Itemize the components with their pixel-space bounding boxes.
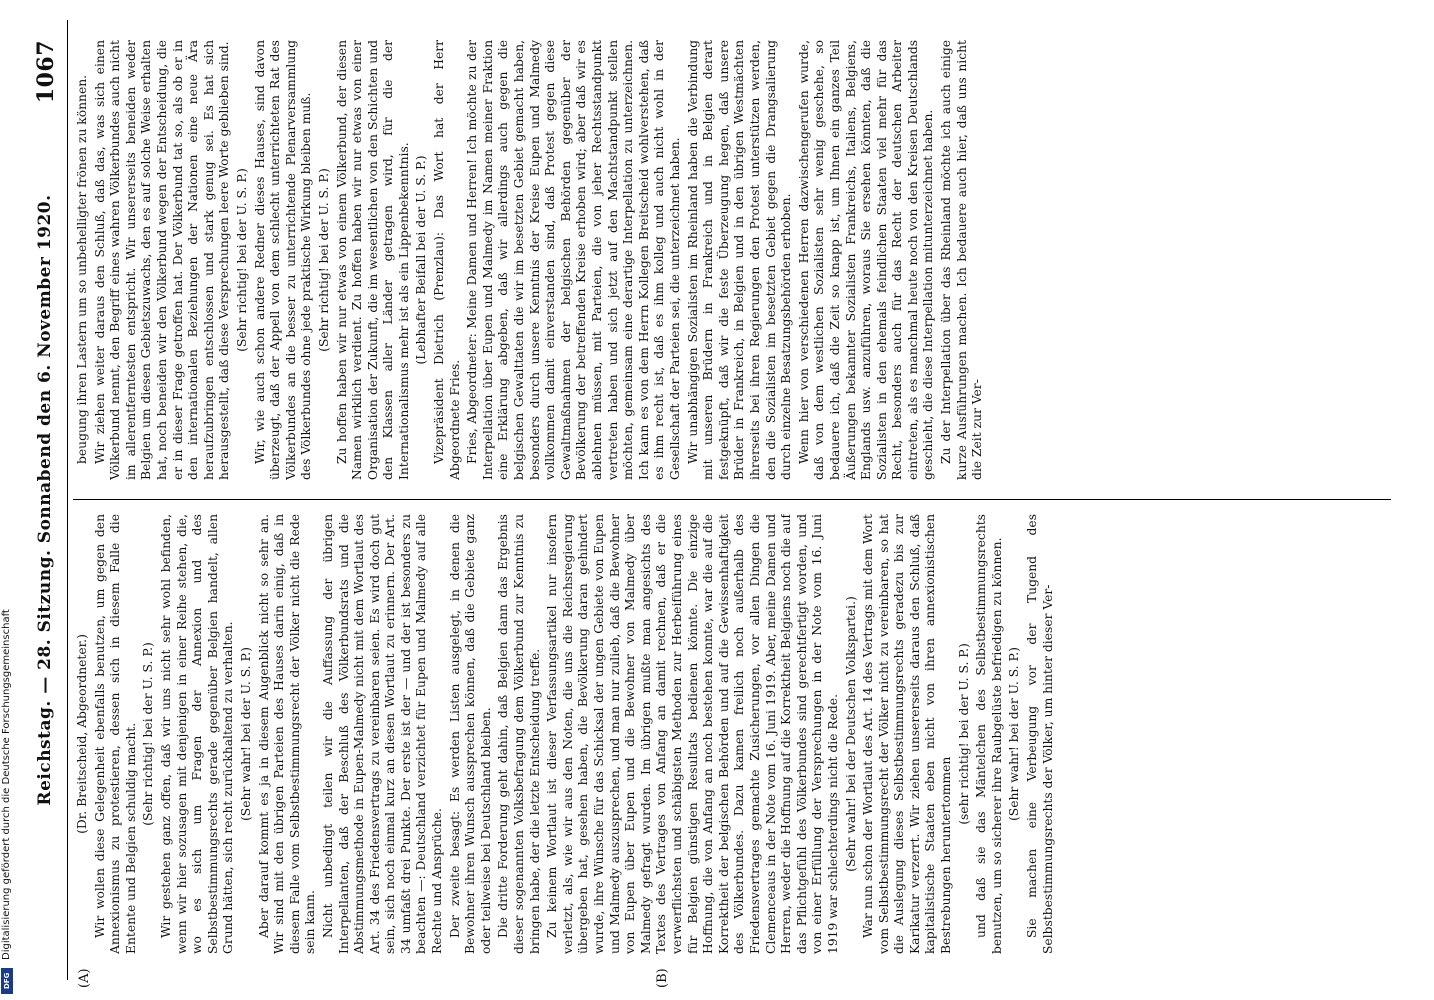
right-column-paragraph: Vizepräsident Dietrich (Prenzlau): Das Wort hat der Herr Abgeordnete Fries. (432, 40, 462, 480)
left-column-paragraph: (Sehr wahr! bei der Deutschen Volkspartei.) (843, 596, 858, 872)
right-column-paragraph: Wir, wie auch schon andere Redner dieses Hauses, sind davon überzeugt, daß der Appell von dem schlecht unterrichteten Rat des Völkerbundes an die besser zu unterrichtende Plenarversammlung des Völkerbundes ohne jede praktische Wirkung bleiben muß. (252, 40, 314, 480)
right-column-paragraph: Zu hoffen haben wir nur etwas von einem Völkerbund, der diesen Namen wirklich verdient. Zu hoffen haben wir nur etwas von einer Organisation der Zukunft, die im wesentlichen von den Schichten und den Klassen aller Länder getragen wird, für die der Internationalismus mehr ist als ein Lippenbekenntnis. (334, 40, 411, 480)
right-column-paragraph: beugung ihren Lastern um so unbehelligter frönen zu können. (75, 74, 89, 464)
right-column-paragraph: Fries, Abgeordneter: Meine Damen und Herren! Ich möchte zu der Interpellation über Eupen und Malmedy im Namen meiner Fraktion eine Erklärung abgeben, daß wir allerdings auch gegen die belgischen Gewalttaten die wir im besetzten Gebiet gemacht haben, besonders durch unsere Kenntnis der Kreise Eupen und Malmedy vollkommen damit einverstanden sind, daß Protest gegen diese Gewaltmaßnahmen der belgischen Behörden gegenüber der Bevölkerung der betreffenden Kreise erhoben wird; aber daß wir es ablehnen müssen, mit Parteien, die von jeher Rechtsstandpunkt vertreten haben und sich jetzt auf den Machtstandpunkt stellen möchten, gemeinsam eine derartige Interpellation zu unterzeichnen. Ich kann es von dem Herrn Kollegen Breitscheid wohlverstehen, daß es ihm recht ist, daß es ihm kolleg und auch nicht wohl in der Gesellschaft der Parteien sei, die unterzeichnet haben. (465, 40, 682, 480)
digitization-credit (0, 0, 14, 1000)
page-number: 1067 (33, 40, 59, 104)
left-column-paragraph: War nun schon der Wortlaut des Art. 14 des Vertrags mit dem Wort vom Selbstbestimmungsrecht der Völker nicht zu vereinbaren, so hat die Auslegung dieses Selbstbestimmungsrechts geradezu bis zur Karikatur verzerrt. Wir ziehen unsererseits daraus den Schluß, daß kapitalistische Staaten eben nicht von ihren annexionistischen Bestrebungen heruntertommen (861, 514, 954, 954)
left-column-paragraph: (Sehr richtig! bei der U. S. P.) (141, 642, 156, 826)
right-column-paragraph: Wenn hier von verschiedenen Herren dazwischengerufen wurde, daß von dem westlichen Sozialisten sehr wenig geschehe, so bedauere ich, daß die Zeit so knapp ist, um Ihnen ein ganzes Teil Äußerungen bekannter Sozialisten Frankreichs, Italiens, Belgiens, Englands usw. anzuführen, woraus Sie ersehen könnten, daß die Sozialisten in den ehemals feindlichen Staaten viel mehr für das Recht, besonders auch für das Recht der deutschen Arbeiter eintreten, als es manchmal heute noch von den Kreisen Deutschlands geschieht, die diese Interpellation mitunterzeichnet haben. (796, 40, 936, 480)
left-column-paragraph: (Dr. Breitscheid, Abgeordneter.) (75, 634, 89, 834)
left-column-paragraph: Wir gestehen ganz offen, daß wir uns nicht sehr wohl befinden, wenn wir hier sozusagen mit denjenigen in einer Reihe stehen, die, wo es sich um Fragen der Annexion und des Selbstbestimmungsrechts gerade gegenüber Belgien handelt, allen Grund hätten, sich recht zurückhaltend zu verhalten. (158, 514, 236, 954)
left-column-paragraph: Die dritte Forderung geht dahin, daß Belgien dann das Ergebnis dieser sogenannten Volksbefragung dem Völkerbund zur Kenntnis zu bringen habe, der die letzte Entscheidung treffe. (496, 514, 542, 954)
right-column-paragraph: Wir ziehen weiter daraus den Schluß, daß das, was sich einen Völkerbund nennt, den Begriff eines wahren Völkerbundes auch nicht im allerentferntesten entspricht. Wir unsererseits beneiden weder Belgien um diesen Gebietszuwachs, den es auf solche Weise erhalten hat, noch beneiden wir den Völkerbund wegen der Entscheidung, die er in dieser Frage getroffen hat. Der Völkerbund tat so, als ob er in den internationalen Beziehungen der Nationen eine neue Ära heraufzubringen entschlossen und stark genug sei. Es hat sich herausgestellt, daß diese Versprechungen leere Worte geblieben sind. (92, 40, 232, 480)
dfg-logo: DFG (1, 968, 13, 994)
left-column-paragraph: Zu keinem Wortlaut ist dieser Verfassungsartikel nur insofern verletzt, als, wie wir aus den Noten, die uns die Reichsregierung übergeben hat, gesehen haben, die Bevölkerung daran gehindert wurde, ihre Wünsche für das Schicksal der ungen Gebiete von Eupen und Malmedy auszusprechen, und man nur zulieb, daß die Bewohner von Eupen über Eupen und die Bewohner von Malmedy über Malmedy gefragt wurden. Im übrigen mußte man angesichts des Textes des Vertrages von Anfang an damit rechnen, daß er die verwerflichsten und schäbigsten Methoden zur Herbeiführung eines für Belgien günstigen Resultats bedienen könnte. Die einzige Hoffnung, die von Anfang an noch bestehen konnte, war die auf die Korrektheit der belgischen Behörden und auf die Gewissenhaftigkeit des Völkerbundes. Dazu kamen freilich noch außerhalb des Friedensvertrages gemachte Zusicherungen, vor allen Dingen die Clemenceaus in der Note vom 16. Juni 1919. Aber, meine Damen und Herren, weder die Hoffnung auf die Korrektheit Belgiens noch die auf das Pflichtgefühl des Völkerbundes sind gerechtfertigt worden, und von einer Erfüllung der Versprechungen in der Note vom 16. Juni 1919 war schlechterdings nicht die Rede. (545, 514, 840, 954)
newspaper-page (15, 0, 1425, 1000)
margin-letter-a: (A) (77, 968, 92, 988)
left-column-paragraph: Wir wollen diese Gelegenheit ebenfalls benutzen, um gegen den Annexionismus zu protestieren, dessen sich in diesem Falle die Entente und Belgien schuldig macht. (92, 514, 138, 954)
left-column-paragraph: (Sehr wahr! bei der U. S. P.) (238, 647, 253, 821)
header-rule (67, 20, 68, 980)
right-column-paragraph: (Sehr richtig! bei der U. S. P.) (316, 168, 331, 352)
left-column-paragraph: (sehr richtig! bei der U. S. P.) (956, 643, 971, 825)
right-column (75, 40, 1391, 480)
page-header (29, 40, 63, 960)
column-divider (73, 499, 1391, 500)
left-column-paragraph: Der zweite besagt: Es werden Listen ausgelegt, in denen die Bewohner ihren Wunsch aussprechen können, daß die Gebiete ganz oder teilweise bei Deutschland bleiben. (447, 514, 493, 954)
page-title: Reichstag. — 28. Sitzung. Sonnabend den 6. November 1920. (35, 194, 55, 806)
left-column (75, 514, 1391, 954)
left-column-paragraph: und daß sie das Mäntelchen des Selbstbestimmungsrechts benutzen, um so sicherer ihre Raubgelüste befriedigen zu können. (974, 514, 1004, 954)
margin-letter-b: (B) (655, 968, 670, 988)
credit-text: Digitalisierung gefördert durch die Deutsche Forschungsgemeinschaft (1, 609, 12, 960)
right-column-paragraph: Zu der Interpellation über das Rheinland möchte ich auch einige kurze Ausführungen machen. Ich bedauere auch hier, daß uns nicht die Zeit zur Ver- (939, 40, 985, 480)
left-column-paragraph: (Sehr wahr! bei der U. S. P.) (1007, 647, 1022, 821)
right-column-paragraph: (Sehr richtig! bei der U. S. P.) (234, 168, 249, 352)
left-column-paragraph: Sie machen eine Verbeugung vor der Tugend des Selbstbestimmungsrechts der Völker, um hinter dieser Ver- (1025, 514, 1055, 954)
right-column-paragraph: (Lebhafter Beifall bei der U. S. P.) (414, 155, 429, 365)
right-column-paragraph: Wir unabhängigen Sozialisten im Rheinland haben die Verbindung mit unseren Brüdern in Frankreich und in Belgien derart festgeknüpft, daß wir die feste Überzeugung hegen, daß unsere Brüder in Frankreich, in Belgien und in den übrigen Westmächten ihrerseits bei ihren Regierungen den Protest unterstützen werden, den die Sozialisten im besetzten Gebiet gegen die Drangsalierung durch einzelne Besatzungsbehörden erhoben. (685, 40, 794, 480)
left-column-paragraph: Aber darauf kommt es ja in diesem Augenblick nicht so sehr an. Wir sind mit den übrigen Parteien des Hauses darin einig, daß in diesem Falle vom Selbstbestimmungsrecht der Völker nicht die Rede sein kann. (256, 514, 318, 954)
left-column-paragraph: Nicht unbedingt teilen wir die Auffassung der übrigen Interpellanten, daß der Beschluß des Völkerbundsrats und die Abstimmungsmethode in Eupen-Malmedy nicht mit dem Wortlaut des Art. 34 des Friedensvertrags zu vereinbaren seien. Es wird doch gut sein, sich noch einmal kurz an diesen Wortlaut zu erinnern. Der Art. 34 umfaßt drei Punkte. Der erste ist der — und der ist besonders zu beachten —: Deutschland verzichtet für Eupen und Malmedy auf alle Rechte und Ansprüche. (320, 514, 445, 954)
